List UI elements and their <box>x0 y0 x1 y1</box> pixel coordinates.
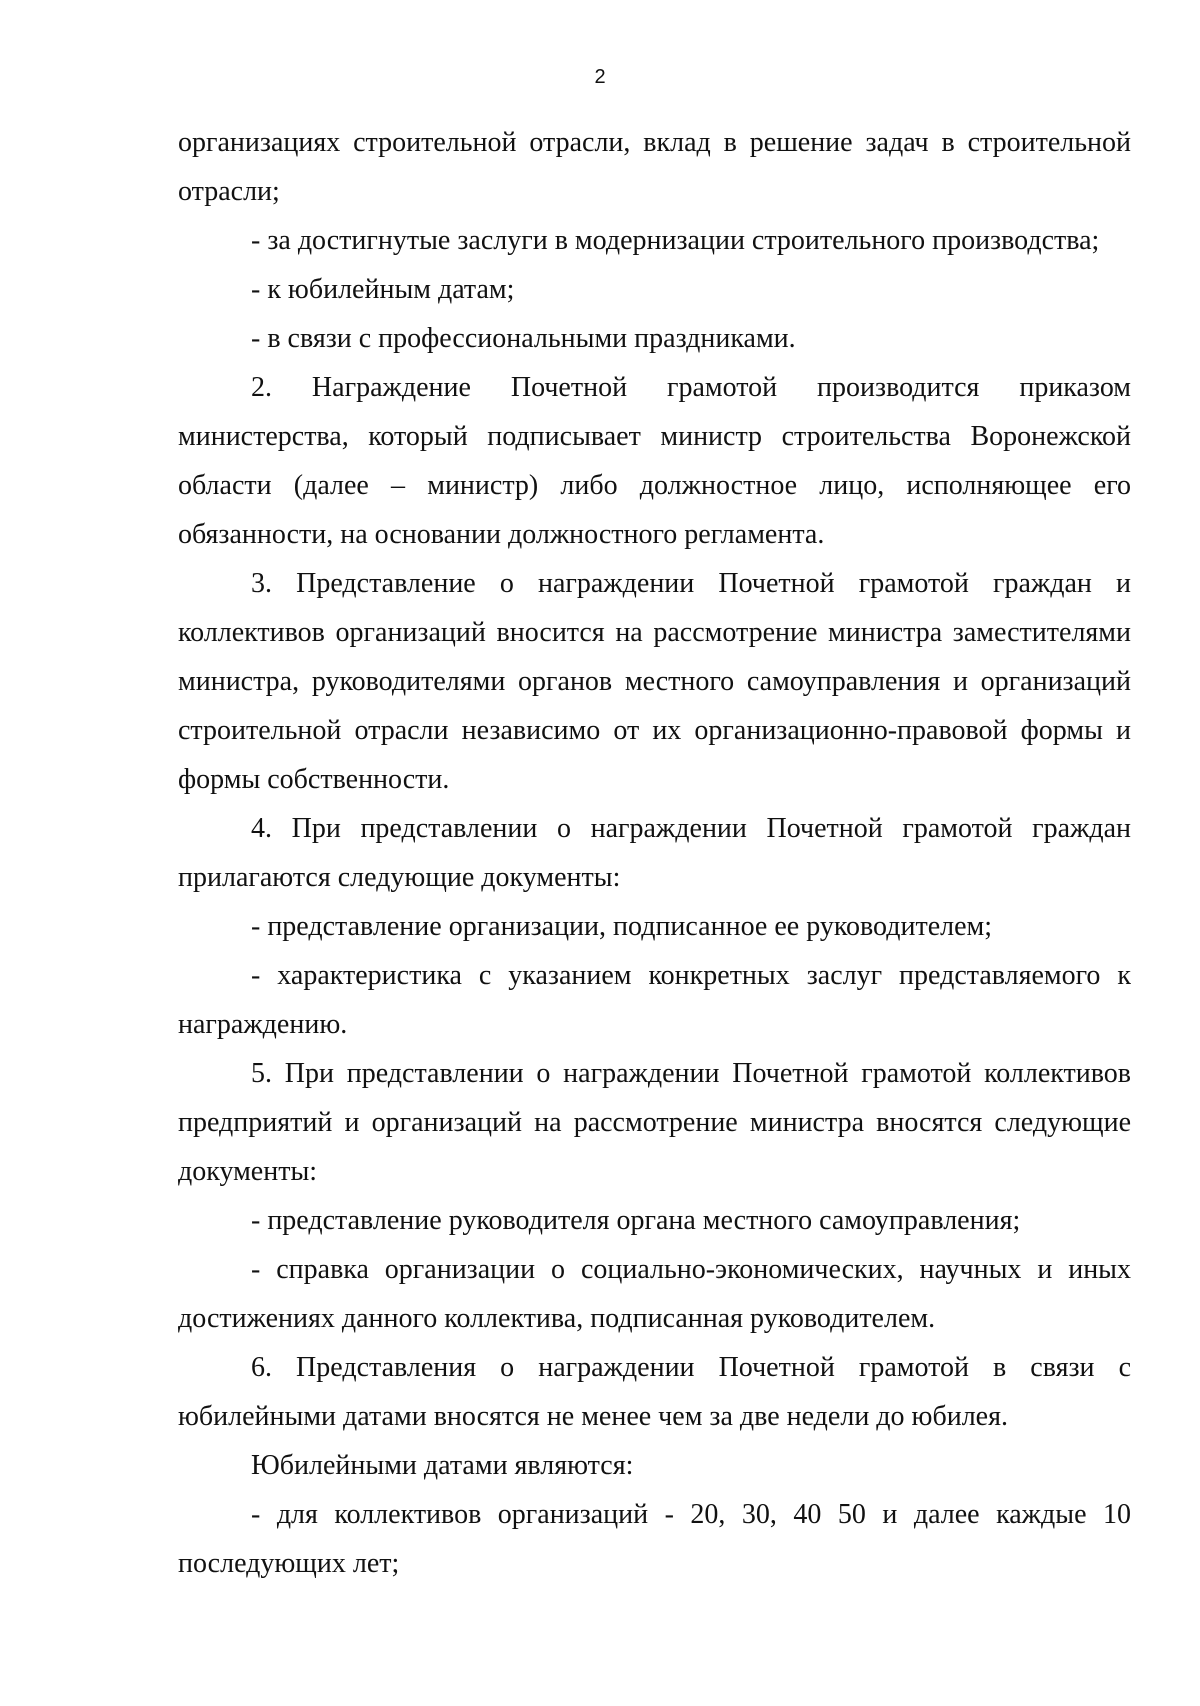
item-4-bullet-2 <box>178 951 1131 1049</box>
text-line: отрасли; <box>178 176 280 207</box>
paragraph-item-5 <box>178 1049 1131 1196</box>
bullet-merits <box>178 216 1131 265</box>
text-line: награждению. <box>178 1009 348 1040</box>
page-number: 2 <box>594 66 606 88</box>
text-line: - справка организации о социально-экономических, научных и иных <box>251 1254 1131 1285</box>
text-line: юбилейными датами вносятся не менее чем за две недели до юбилея. <box>178 1401 1008 1432</box>
text-line: 6. Представления о награждении Почетной грамотой в связи с <box>251 1352 1131 1383</box>
text-line: 2. Награждение Почетной грамотой производится приказом <box>251 372 1131 403</box>
text-line: Юбилейными датами являются: <box>251 1450 634 1481</box>
paragraph-item-4 <box>178 804 1131 902</box>
text-line: строительной отрасли независимо от их организационно-правовой формы и <box>178 715 1131 746</box>
text-line: - характеристика с указанием конкретных заслуг представляемого к <box>251 960 1131 991</box>
text-line: документы: <box>178 1156 318 1187</box>
text-line: - за достигнутые заслуги в модернизации строительного производства; <box>251 225 1100 256</box>
bullet-holidays <box>178 314 1131 363</box>
text-line: - представление руководителя органа местного самоуправления; <box>251 1205 1021 1236</box>
text-line: - представление организации, подписанное ее руководителем; <box>251 911 993 942</box>
jubilee-bullet-1 <box>178 1490 1131 1588</box>
text-line: 5. При представлении о награждении Почетной грамотой коллективов <box>251 1058 1131 1089</box>
item-5-bullet-1 <box>178 1196 1131 1245</box>
text-line: министра, руководителями органов местного самоуправления и организаций <box>178 666 1131 697</box>
text-line: организациях строительной отрасли, вклад в решение задач в строительной <box>178 127 1131 158</box>
text-line: последующих лет; <box>178 1548 400 1579</box>
paragraph-item-3 <box>178 559 1131 804</box>
text-line: достижениях данного коллектива, подписанная руководителем. <box>178 1303 936 1334</box>
text-line: - в связи с профессиональными праздниками. <box>251 323 796 354</box>
item-5-bullet-2 <box>178 1245 1131 1343</box>
bullet-jubilee <box>178 265 1131 314</box>
text-line: 4. При представлении о награждении Почетной грамотой граждан <box>251 813 1131 844</box>
text-line: министерства, который подписывает министр строительства Воронежской <box>178 421 1131 452</box>
paragraph-continuation <box>178 118 1131 216</box>
document-body <box>178 118 1131 1588</box>
text-line: области (далее – министр) либо должностное лицо, исполняющее его <box>178 470 1131 501</box>
paragraph-jubilee-dates <box>178 1441 1131 1490</box>
item-4-bullet-1 <box>178 902 1131 951</box>
text-line: 3. Представление о награждении Почетной грамотой граждан и <box>251 568 1131 599</box>
text-line: прилагаются следующие документы: <box>178 862 621 893</box>
text-line: формы собственности. <box>178 764 450 795</box>
text-line: предприятий и организаций на рассмотрение министра вносятся следующие <box>178 1107 1131 1138</box>
text-line: - к юбилейным датам; <box>251 274 515 305</box>
text-line: обязанности, на основании должностного регламента. <box>178 519 825 550</box>
paragraph-item-6 <box>178 1343 1131 1441</box>
text-line: - для коллективов организаций - 20, 30, 40 50 и далее каждые 10 <box>251 1499 1131 1530</box>
text-line: коллективов организаций вносится на рассмотрение министра заместителями <box>178 617 1131 648</box>
paragraph-item-2 <box>178 363 1131 559</box>
